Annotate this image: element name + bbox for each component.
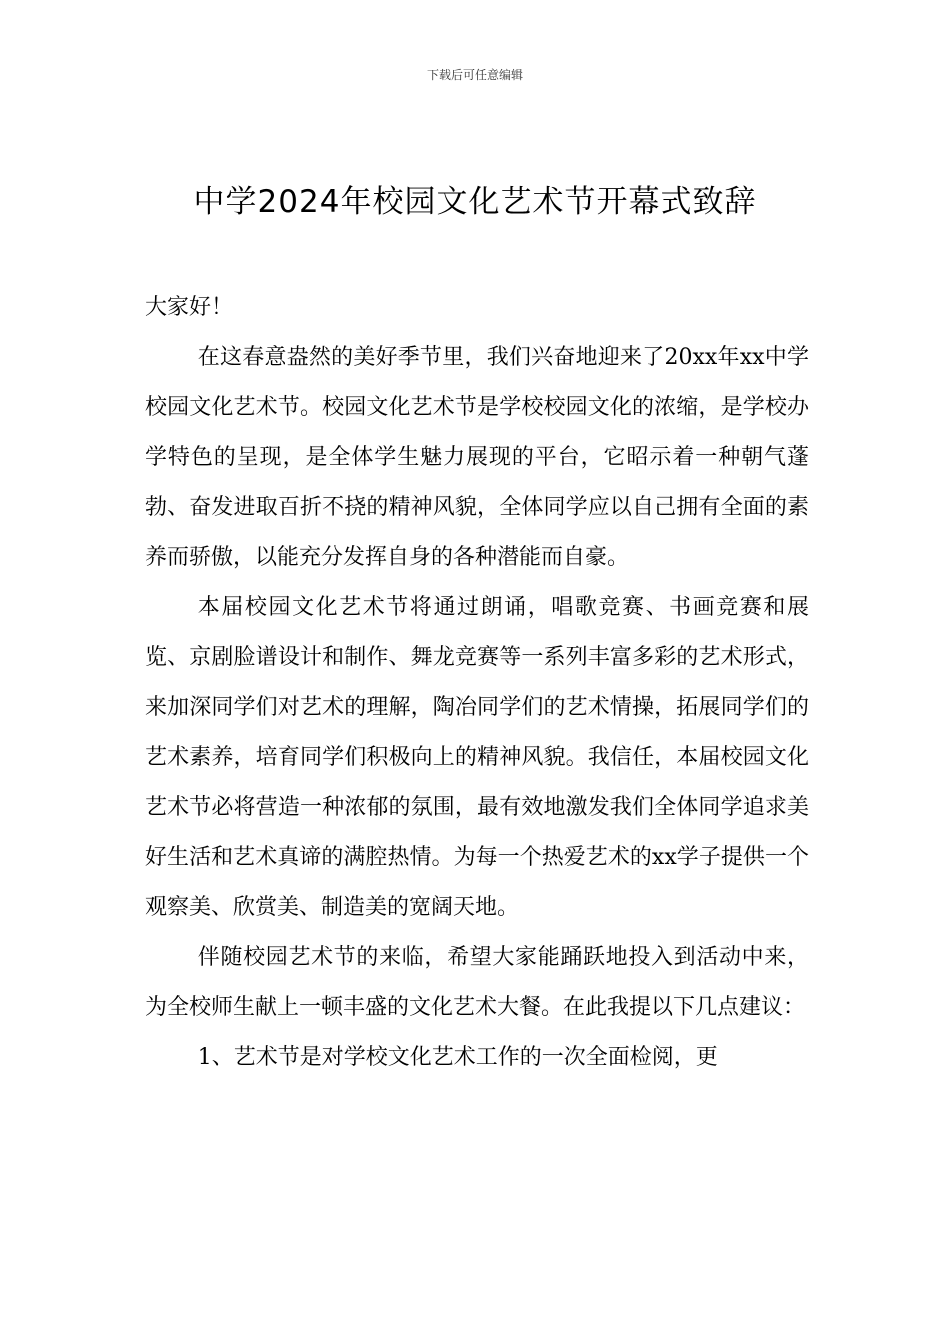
document-body	[145, 283, 809, 1083]
greeting: 大家好！	[145, 295, 234, 320]
header-note: 下载后可任意编辑	[426, 68, 523, 82]
paragraph-3: 伴随校园艺术节的来临，希望大家能踊跃地投入到活动中来，为全校师生献上一顿丰盛的文化艺术大餐。在此我提以下几点建议：	[145, 945, 809, 1020]
paragraph-2: 本届校园文化艺术节将通过朗诵，唱歌竞赛、书画竞赛和展览、京剧脸谱设计和制作、舞龙竞赛等一系列丰富多彩的艺术形式，来加深同学们对艺术的理解，陶冶同学们的艺术情操，拓展同学们的艺术素养，培育同学们积极向上的精神风貌。我信任，本届校园文化艺术节必将营造一种浓郁的氛围，最有效地激发我们全体同学追求美好生活和艺术真谛的满腔热情。为每一个热爱艺术的xx学子提供一个观察美、欣赏美、制造美的宽阔天地。	[145, 595, 809, 920]
paragraph-1: 在这春意盎然的美好季节里，我们兴奋地迎来了20xx年xx中学校园文化艺术节。校园文化艺术节是学校校园文化的浓缩，是学校办学特色的呈现，是全体学生魅力展现的平台，它昭示着一种朝气蓬勃、奋发进取百折不挠的精神风貌，全体同学应以自己拥有全面的素养而骄傲，以能充分发挥自身的各种潜能而自豪。	[145, 345, 809, 570]
document-title: 中学2024年校园文化艺术节开幕式致辞	[193, 184, 757, 220]
paragraph-4: 1、艺术节是对学校文化艺术工作的一次全面检阅，更	[197, 1045, 718, 1070]
